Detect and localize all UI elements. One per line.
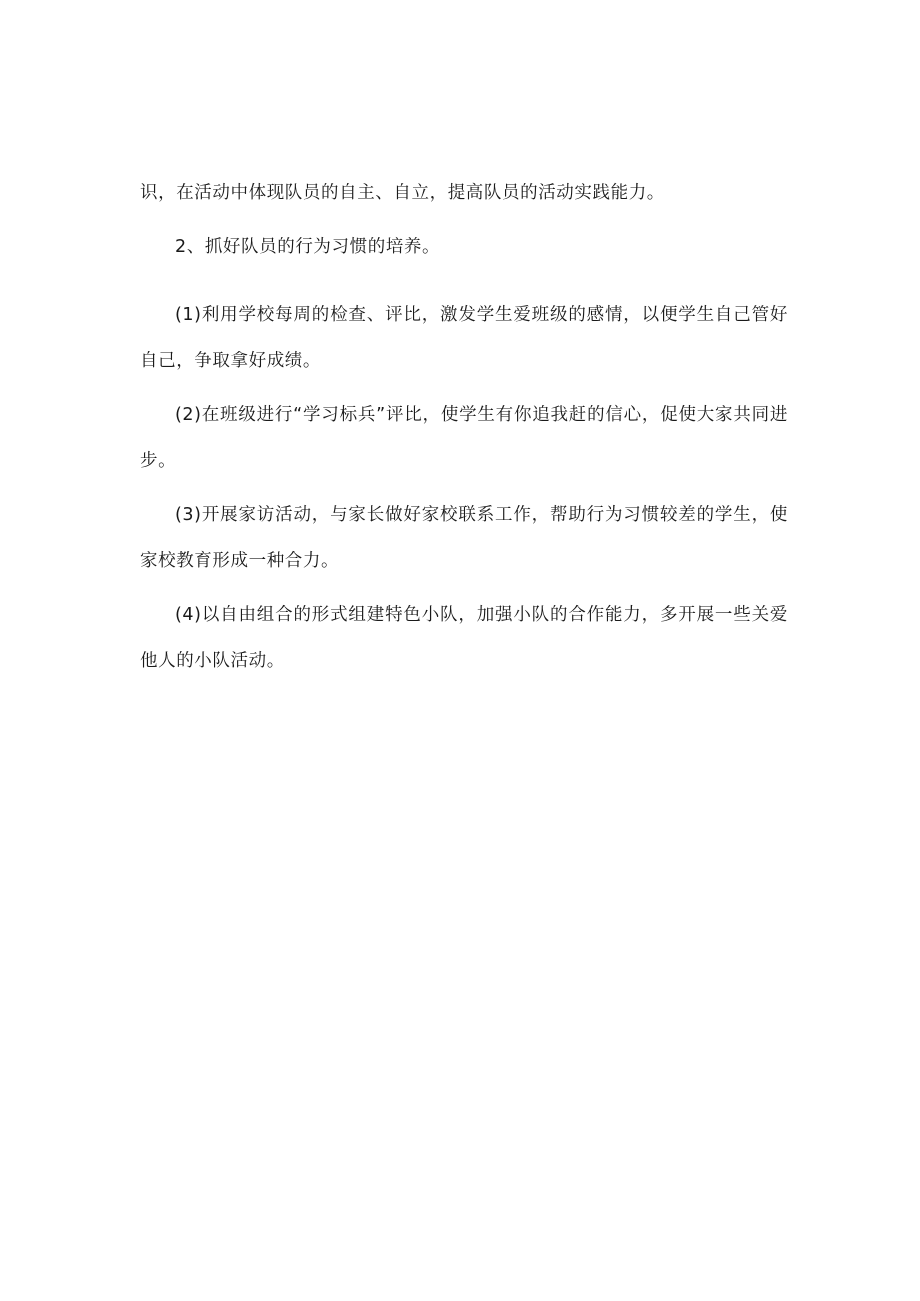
list-item-1: (1)利用学校每周的检查、评比，激发学生爱班级的感情，以便学生自己管好自己，争取拿好成绩。	[140, 305, 788, 371]
section-heading-habits: 2、抓好队员的行为习惯的培养。	[175, 237, 441, 257]
document-body	[140, 170, 788, 684]
list-item-4: (4)以自由组合的形式组建特色小队，加强小队的合作能力，多开展一些关爱他人的小队活动。	[140, 605, 788, 671]
list-item-3: (3)开展家访活动，与家长做好家校联系工作，帮助行为习惯较差的学生，使家校教育形成一种合力。	[140, 505, 788, 571]
paragraph-continuation: 识，在活动中体现队员的自主、自立，提高队员的活动实践能力。	[140, 183, 665, 203]
list-item-2: (2)在班级进行“学习标兵”评比，使学生有你追我赶的信心，促使大家共同进步。	[140, 405, 788, 471]
